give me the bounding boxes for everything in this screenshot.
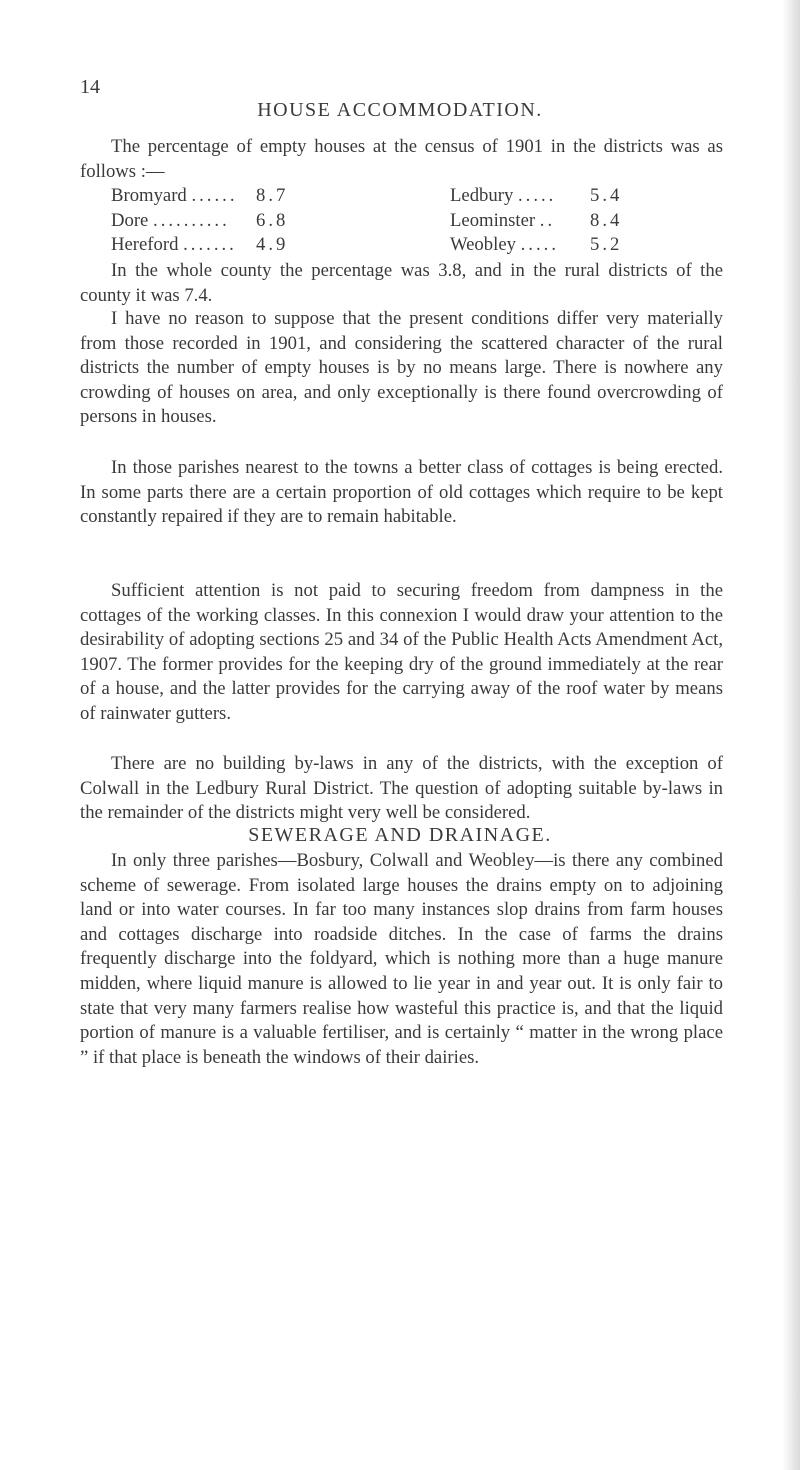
district-value: 5.2 xyxy=(590,234,623,256)
district-row xyxy=(111,184,289,209)
district-value: 5.4 xyxy=(590,185,623,206)
dot-leader: ....... xyxy=(183,234,237,256)
dot-leader: ...... xyxy=(191,185,238,206)
sewerage-paragraph: In only three parishes—Bosbury, Colwall and Weobley—is there any combined scheme of sewerage. From isolated large houses the drains empty on to adjoining land or into water courses. In far too many instances slop drains from farm houses and cottages discharge into roadside ditches. In the case of farms the drains frequently discharge into the foldyard, which is nothing more than a huge manure midden, where liquid manure is allowed to lie year in and year out. It is only fair to state that very many farmers realise how wasteful this practice is, and that the liquid portion of manure is a valuable fertiliser, and is certainly “ matter in the wrong place ” if that place is beneath the windows of their dairies. xyxy=(80,850,723,1068)
district-row xyxy=(450,184,623,209)
dampness-paragraph: Sufficient attention is not paid to securing freedom from dampness in the cottages of the working classes. In this connexion I would draw your attention to the desirability of adopting sections 25 and 34 of the Public Health Acts Amendment Act, 1907. The former provides for the keeping dry of the ground immediately at the rear of a house, and the latter provides for the carrying away of the roof water by means of rainwater gutters. xyxy=(80,580,723,724)
dot-leader: ..... xyxy=(520,234,559,256)
page-number: 14 xyxy=(80,76,100,98)
dot-leader: .. xyxy=(539,209,556,231)
district-name: Dore xyxy=(111,209,149,231)
county-paragraph: In the whole county the percentage was 3.8, and in the rural districts of the county it was 7.4. xyxy=(80,260,723,306)
section-heading: HOUSE ACCOMMODATION. xyxy=(257,99,543,121)
district-name: Leominster xyxy=(450,209,536,231)
sewerage-heading: SEWERAGE AND DRAINAGE. xyxy=(248,824,552,846)
district-value: 6.8 xyxy=(256,209,289,231)
district-name: Hereford xyxy=(111,234,179,256)
cottages-paragraph: In those parishes nearest to the towns a better class of cottages is being erected. In some parts there are a certain proportion of old cottages which require to be kept constantly repaired if they are to remain habitable. xyxy=(80,457,723,528)
district-value: 8.7 xyxy=(256,185,289,206)
intro-paragraph: The percentage of empty houses at the census of 1901 in the districts was as follows :— xyxy=(80,136,723,182)
district-name: Ledbury xyxy=(450,185,514,206)
district-value: 4.9 xyxy=(256,234,289,256)
page-edge-shadow xyxy=(782,0,800,1470)
district-value: 8.4 xyxy=(590,209,623,231)
bylaws-paragraph: There are no building by-laws in any of the districts, with the exception of Colwall in the Ledbury Rural District. The question of adopting suitable by-laws in the remainder of the districts might very well be considered. xyxy=(80,753,723,824)
district-row xyxy=(111,233,289,258)
district-row xyxy=(450,233,623,258)
dot-leader: .......... xyxy=(153,209,230,231)
district-name: Bromyard xyxy=(111,185,187,206)
conditions-paragraph: I have no reason to suppose that the present conditions differ very materially from those recorded in 1901, and considering the scattered character of the rural districts the number of empty houses is by no means large. There is nowhere any crowding of houses on area, and only exceptionally is there found overcrowding of persons in houses. xyxy=(80,308,723,428)
district-row xyxy=(450,209,623,234)
district-name: Weobley xyxy=(450,234,516,256)
district-row xyxy=(111,209,289,234)
dot-leader: ..... xyxy=(517,185,557,206)
